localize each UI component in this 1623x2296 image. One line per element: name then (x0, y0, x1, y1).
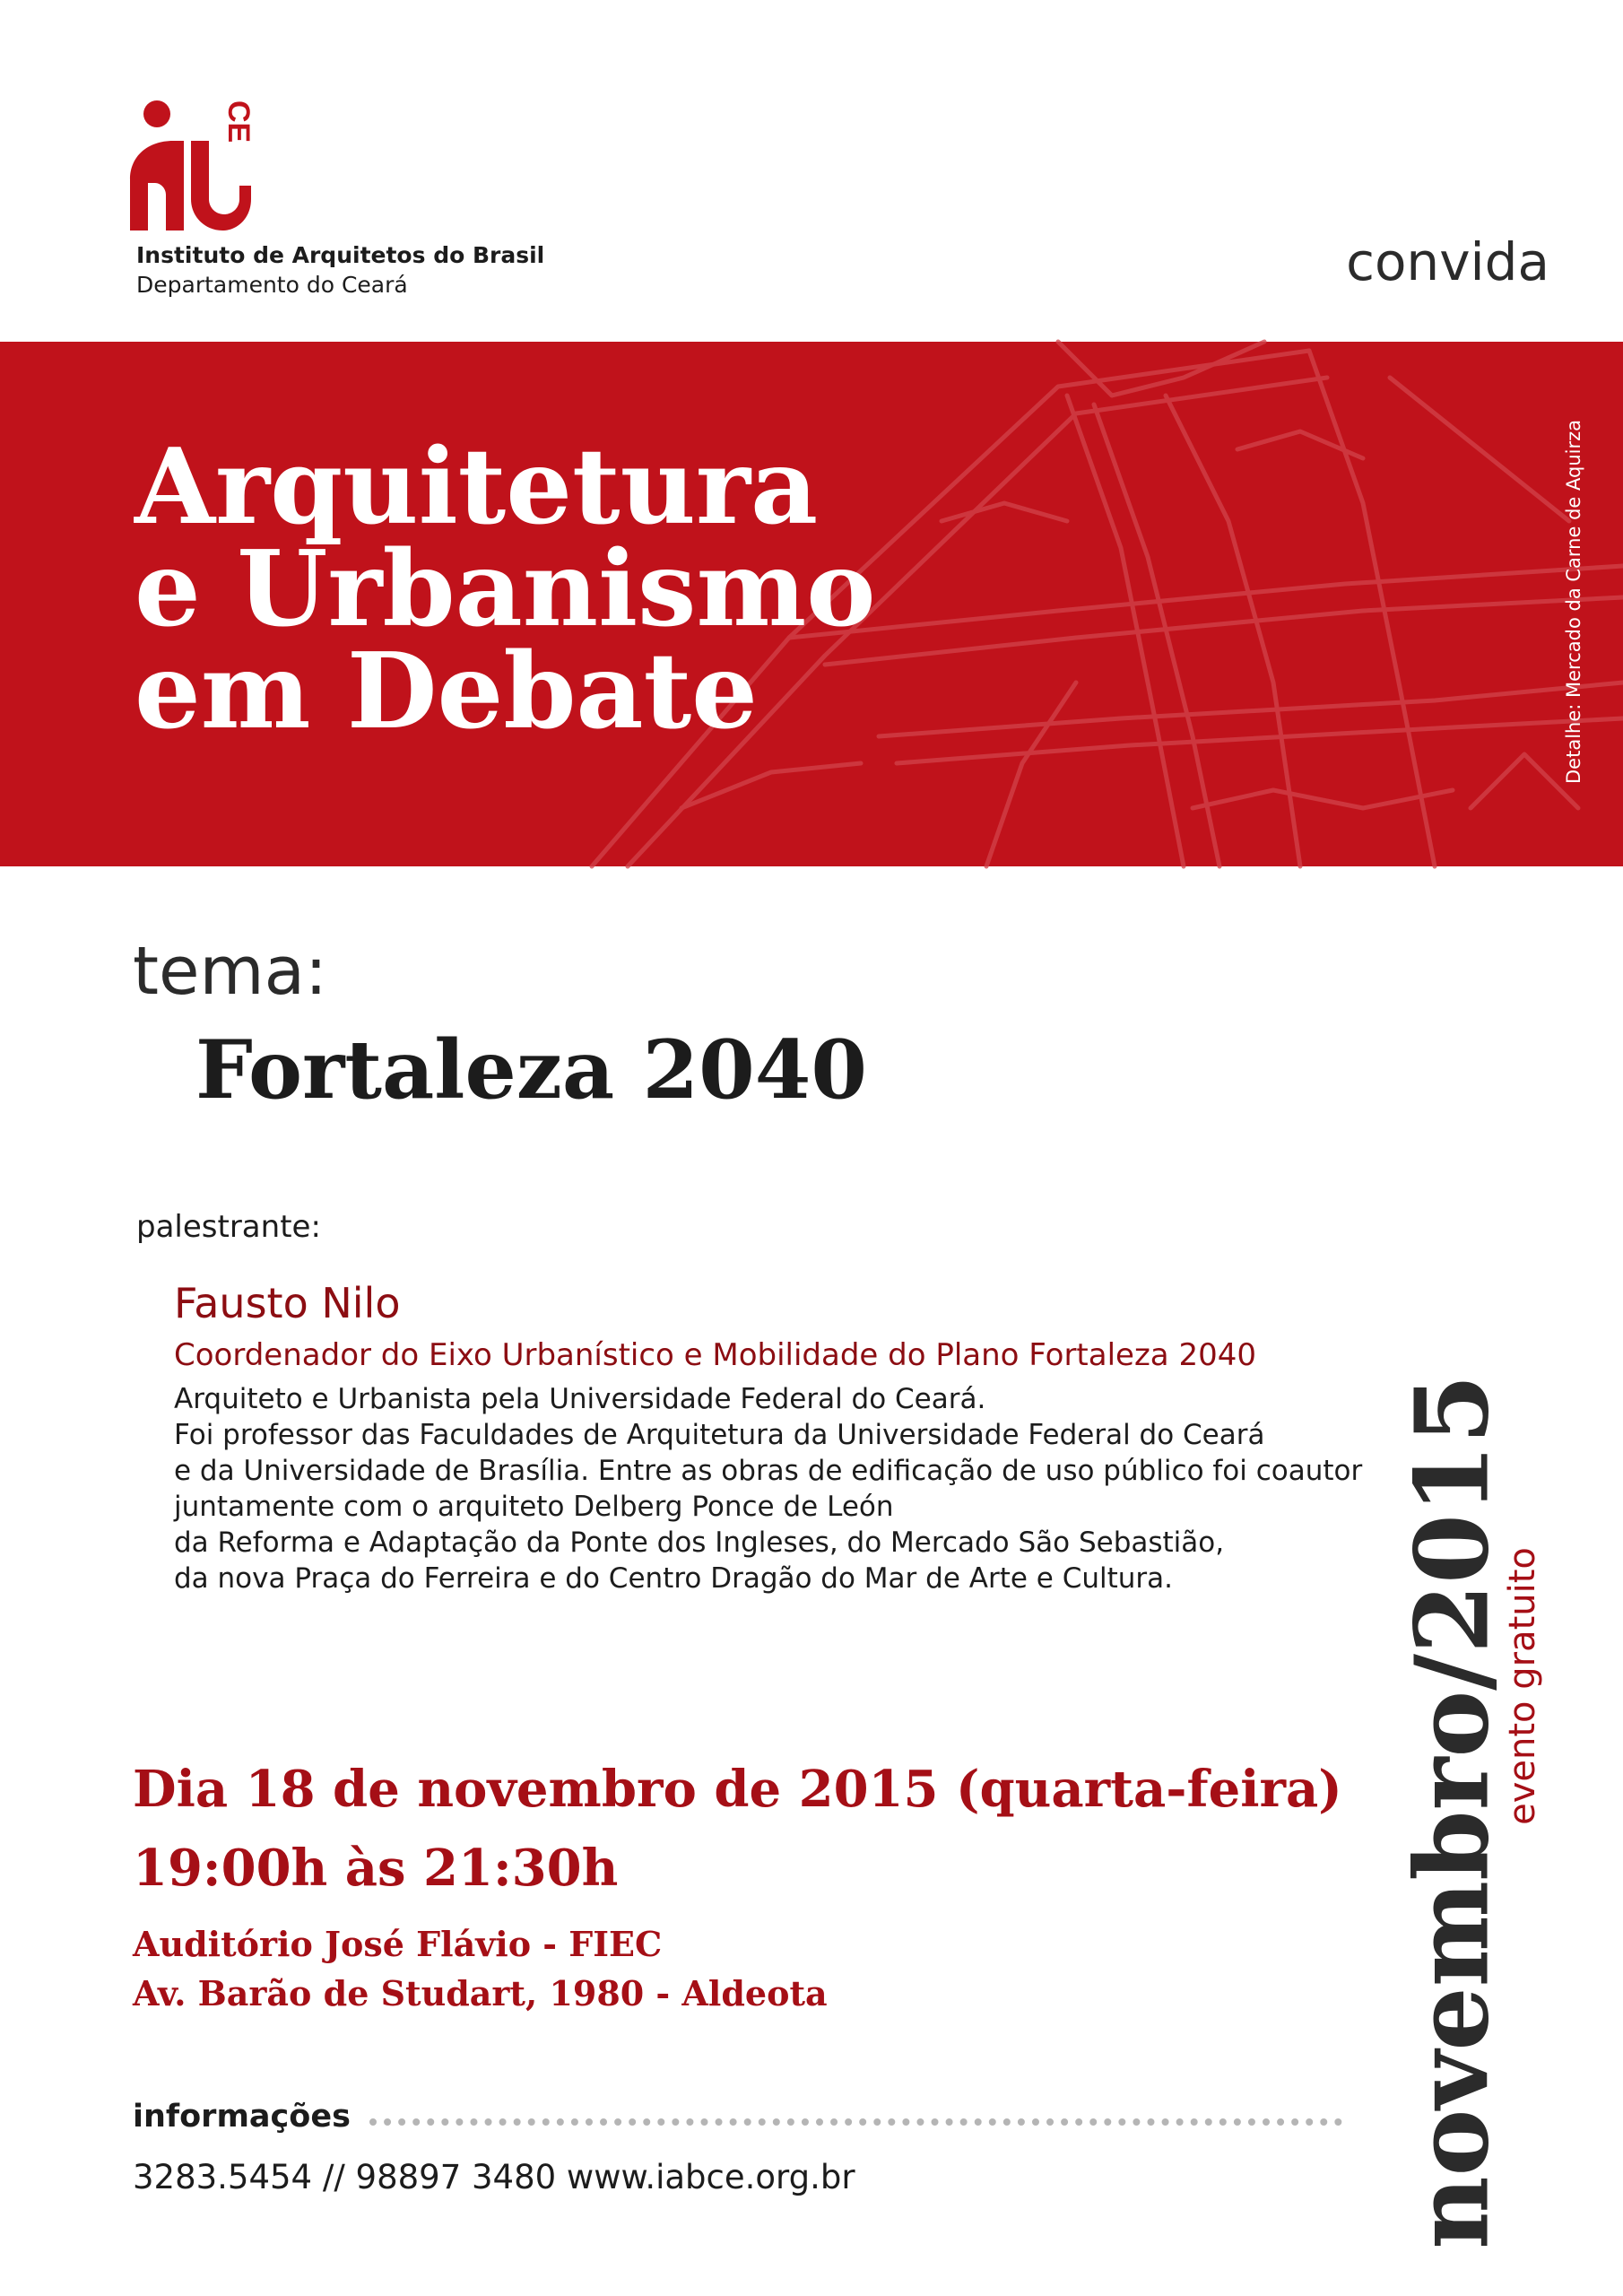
speaker-bio-line: Foi professor das Faculdades de Arquitetura da Universidade Federal do Ceará (174, 1419, 1265, 1451)
speaker-bio (174, 1381, 1362, 1596)
banner-title-line: em Debate (135, 631, 758, 752)
iab-logo (130, 100, 256, 230)
contact-info: 3283.5454 // 98897 3480 www.iabce.org.br (133, 2158, 855, 2196)
vertical-month: novembro/2015 (1393, 1374, 1512, 2249)
logo-ce-text: CE (221, 100, 256, 144)
free-event-label: evento gratuito (1502, 1547, 1543, 1825)
theme-label: tema: (133, 933, 327, 1010)
banner-title (135, 426, 876, 752)
org-department: Departamento do Ceará (136, 272, 408, 298)
venue-name: Auditório José Flávio - FIEC (133, 1924, 663, 1964)
iab-logo-mark (130, 100, 256, 230)
dotted-divider (369, 2118, 1342, 2126)
venue-address: Av. Barão de Studart, 1980 - Aldeota (133, 1973, 828, 2013)
speaker-bio-line: Arquiteto e Urbanista pela Universidade Federal do Ceará. (174, 1383, 986, 1415)
speaker-bio-line: e da Universidade de Brasília. Entre as obras de edificação de uso público foi coautor (174, 1455, 1363, 1487)
invite-word: convida (1346, 231, 1549, 292)
event-date: Dia 18 de novembro de 2015 (quarta-feira) (133, 1760, 1342, 1819)
speaker-bio-line: juntamente com o arquiteto Delberg Ponce de León (174, 1491, 894, 1523)
speaker-bio-line: da Reforma e Adaptação da Ponte dos Ingleses, do Mercado São Sebastião, (174, 1526, 1225, 1559)
banner-title-line: e Urbanismo (135, 528, 876, 650)
theme-title: Fortaleza 2040 (195, 1022, 868, 1118)
info-label: informações (133, 2099, 351, 2135)
title-banner (0, 342, 1623, 866)
banner-title-line: Arquitetura (135, 426, 819, 548)
speaker-bio-line: da nova Praça do Ferreira e do Centro Dragão do Mar de Arte e Cultura. (174, 1562, 1174, 1595)
photo-credit-container (1560, 369, 1587, 835)
event-time: 19:00h às 21:30h (133, 1839, 619, 1898)
photo-credit: Detalhe: Mercado da Carne de Aquirza (1563, 420, 1584, 784)
org-name: Instituto de Arquitetos do Brasil (136, 242, 545, 268)
speaker-label: palestrante: (136, 1209, 321, 1245)
free-event-container (1496, 1435, 1549, 1937)
speaker-role: Coordenador do Eixo Urbanístico e Mobilidade do Plano Fortaleza 2040 (174, 1337, 1256, 1373)
speaker-name: Fausto Nilo (174, 1279, 401, 1327)
